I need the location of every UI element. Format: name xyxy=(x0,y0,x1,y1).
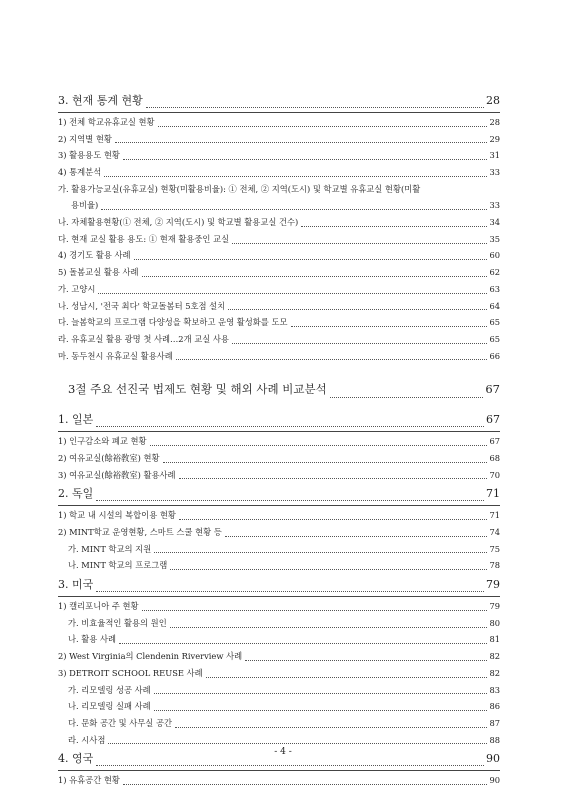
toc-page: 31 xyxy=(489,150,500,161)
toc-entry[interactable] xyxy=(58,298,500,315)
dot-leader xyxy=(179,477,488,479)
toc-page: 28 xyxy=(489,116,500,127)
toc-entry[interactable] xyxy=(58,281,500,298)
toc-entry[interactable] xyxy=(58,231,500,248)
toc-page: 35 xyxy=(489,233,500,244)
toc-title: 나. 리모델링 실패 사례 xyxy=(68,701,151,712)
dot-leader xyxy=(146,106,484,108)
toc-entry[interactable] xyxy=(58,524,500,541)
toc-page: 65 xyxy=(489,333,500,344)
dot-leader xyxy=(150,444,488,446)
dot-leader xyxy=(108,742,487,744)
toc-page: 87 xyxy=(489,717,500,728)
dot-leader xyxy=(96,590,484,592)
dot-leader xyxy=(142,275,488,277)
toc-entry[interactable] xyxy=(58,197,500,214)
dot-leader xyxy=(228,308,487,310)
dot-leader xyxy=(301,225,487,227)
toc-entry[interactable] xyxy=(58,682,500,699)
toc-title: 가. 리모델링 성공 사례 xyxy=(68,684,151,695)
toc-page: 86 xyxy=(489,701,500,712)
toc-title: 나. MINT 학교의 프로그램 xyxy=(68,560,168,571)
dot-leader xyxy=(154,709,488,711)
dot-leader xyxy=(96,764,484,766)
toc-entry-text[interactable]: 가. 활용가능교실(유휴교실) 현황(미활용비율): ① 전체, ② 지역(도시) 및 학교별 유휴교실 현황(미활 xyxy=(58,183,421,194)
toc-entry[interactable] xyxy=(58,248,500,265)
toc-entry[interactable] xyxy=(58,331,500,348)
dot-leader xyxy=(104,175,487,177)
toc-page: 29 xyxy=(489,133,500,144)
toc-page: 67 xyxy=(485,382,500,397)
toc-page: 71 xyxy=(489,510,500,521)
dot-leader xyxy=(154,692,488,694)
toc-title: 1) 유휴공간 현황 xyxy=(58,775,120,786)
toc-title: 3) 활용용도 현황 xyxy=(58,150,120,161)
toc-page: 82 xyxy=(489,667,500,678)
toc-title: 다. 늘봄학교의 프로그램 다양성을 확보하고 운영 활성화를 도모 xyxy=(58,317,288,328)
toc-entry[interactable] xyxy=(58,450,500,467)
toc-title: 1) 캘리포니아 주 현황 xyxy=(58,601,139,612)
toc-title: 1. 일본 xyxy=(58,413,94,427)
dot-leader xyxy=(232,342,488,344)
toc-entry[interactable] xyxy=(58,615,500,632)
dot-leader xyxy=(176,358,488,360)
dot-leader xyxy=(101,208,487,210)
toc-page: 90 xyxy=(489,775,500,786)
toc-entry[interactable] xyxy=(58,214,500,231)
toc-title: 3. 현재 통계 현황 xyxy=(58,94,143,107)
toc-entry[interactable] xyxy=(58,698,500,715)
toc-page: 65 xyxy=(489,317,500,328)
toc-page: 82 xyxy=(489,651,500,662)
dot-leader xyxy=(232,242,487,244)
toc-page: 33 xyxy=(489,167,500,178)
toc-page: 79 xyxy=(489,601,500,612)
toc-page: 71 xyxy=(486,487,500,501)
toc-entry[interactable] xyxy=(58,164,500,181)
toc-title: 가. 고양시 xyxy=(58,283,96,294)
dot-leader xyxy=(134,258,488,260)
toc-page: 74 xyxy=(489,527,500,538)
toc-title: 가. 비효율적인 활용의 원인 xyxy=(68,617,167,628)
toc-title: 3) 여유교실(餘裕敎室) 활용사례 xyxy=(58,469,176,480)
toc-entry[interactable] xyxy=(58,665,500,682)
toc-page: 28 xyxy=(486,94,500,107)
toc-title: 2) MINT학교 운영현황, 스마트 스쿨 현황 등 xyxy=(58,527,222,538)
toc-title: 3) DETROIT SCHOOL REUSE 사례 xyxy=(58,667,203,678)
toc-page: 34 xyxy=(489,217,500,228)
dot-leader xyxy=(154,551,487,553)
toc-entry[interactable] xyxy=(58,131,500,148)
toc-title: 2) 여유교실(餘裕敎室) 현황 xyxy=(58,452,160,463)
toc-section-heading[interactable] xyxy=(58,483,500,505)
toc-title: 5) 돌봄교실 활용 사례 xyxy=(58,267,139,278)
toc-entry[interactable] xyxy=(58,541,500,558)
dot-leader xyxy=(123,783,488,785)
toc-page: 67 xyxy=(486,413,500,427)
toc-title: 나. 활용 사례 xyxy=(68,634,116,645)
dot-leader xyxy=(291,325,488,327)
dot-leader xyxy=(119,642,487,644)
dot-leader xyxy=(96,425,484,427)
toc-entry[interactable] xyxy=(58,314,500,331)
toc-title: 3절 주요 선진국 법제도 현황 및 해외 사례 비교분석 xyxy=(68,382,327,397)
dot-leader xyxy=(98,292,487,294)
toc-page: 78 xyxy=(489,560,500,571)
toc-entry[interactable] xyxy=(58,598,500,615)
dot-leader xyxy=(179,518,488,520)
toc-section-heading[interactable] xyxy=(58,574,500,596)
toc-entry[interactable] xyxy=(58,557,500,574)
toc-page: 68 xyxy=(489,452,500,463)
toc-title: 가. MINT 학교의 지원 xyxy=(68,543,152,554)
dot-leader xyxy=(96,499,484,501)
toc-page: 75 xyxy=(489,543,500,554)
toc-page: 80 xyxy=(489,617,500,628)
page-number: - 4 - xyxy=(274,747,292,757)
toc-title: 4) 통계분석 xyxy=(58,167,102,178)
toc-chapter-heading[interactable] xyxy=(58,374,500,402)
toc-entry[interactable] xyxy=(58,264,500,281)
dot-leader xyxy=(142,609,488,611)
toc-title: 2) West Virginia의 Clendenin Riverview 사례 xyxy=(58,651,243,662)
toc-entry[interactable] xyxy=(58,348,500,365)
toc-title: 1) 전체 학교유휴교실 현황 xyxy=(58,116,155,127)
toc-page: 63 xyxy=(489,283,500,294)
toc-title: 4. 영국 xyxy=(58,752,94,766)
table-of-contents xyxy=(58,90,500,789)
dot-leader xyxy=(170,568,487,570)
dot-leader xyxy=(158,125,488,127)
toc-title: 2. 독일 xyxy=(58,487,94,501)
toc-entry[interactable] xyxy=(58,648,500,665)
dot-leader xyxy=(123,158,488,160)
toc-title: 라. 시사점 xyxy=(68,734,106,745)
toc-page: 88 xyxy=(489,734,500,745)
dot-leader xyxy=(206,676,488,678)
toc-entry[interactable] xyxy=(58,147,500,164)
toc-title: 1) 인구감소와 폐교 현황 xyxy=(58,436,147,447)
toc-title: 4) 경기도 활용 사례 xyxy=(58,250,131,261)
toc-page: 62 xyxy=(489,267,500,278)
dot-leader xyxy=(170,626,488,628)
toc-page: 33 xyxy=(489,200,500,211)
toc-entry[interactable] xyxy=(58,467,500,484)
toc-title: 용비율) xyxy=(71,200,99,211)
toc-title: 나. 자체활용현황(① 전체, ② 지역(도시) 및 학교별 활용교실 건수) xyxy=(58,217,299,228)
toc-page: 60 xyxy=(489,250,500,261)
toc-title: 라. 유휴교실 활용 광명 첫 사례…2개 교실 사용 xyxy=(58,333,229,344)
dot-leader xyxy=(163,461,488,463)
toc-title: 2) 지역별 현황 xyxy=(58,133,112,144)
toc-section-heading[interactable] xyxy=(58,409,500,431)
toc-title: 다. 현재 교실 활용 용도: ① 현재 활용중인 교실 xyxy=(58,233,230,244)
toc-section-heading[interactable] xyxy=(58,90,500,112)
dot-leader xyxy=(245,659,487,661)
toc-entry[interactable] xyxy=(58,507,500,524)
toc-title: 다. 문화 공간 및 사무실 공간 xyxy=(68,717,172,728)
toc-title: 3. 미국 xyxy=(58,578,94,592)
toc-page: 64 xyxy=(489,300,500,311)
toc-entry[interactable] xyxy=(58,732,500,749)
toc-entry[interactable] xyxy=(58,772,500,789)
toc-page: 90 xyxy=(486,752,500,766)
toc-entry[interactable] xyxy=(58,433,500,450)
dot-leader xyxy=(115,141,488,143)
toc-page: 79 xyxy=(486,578,500,592)
toc-entry[interactable] xyxy=(58,114,500,131)
toc-page: 67 xyxy=(489,436,500,447)
toc-title: 마. 동두천시 유휴교실 활용사례 xyxy=(58,350,173,361)
toc-entry[interactable] xyxy=(58,715,500,732)
dot-leader xyxy=(175,726,487,728)
dot-leader xyxy=(330,396,484,398)
toc-page: 81 xyxy=(489,634,500,645)
toc-page: 66 xyxy=(489,350,500,361)
dot-leader xyxy=(225,535,488,537)
toc-title: 1) 학교 내 시설의 복합이용 현황 xyxy=(58,510,176,521)
toc-page: 83 xyxy=(489,684,500,695)
toc-title: 나. 성남시, '전국 최다' 학교돌봄터 5호점 설치 xyxy=(58,300,226,311)
toc-entry[interactable] xyxy=(58,632,500,649)
toc-page: 70 xyxy=(489,469,500,480)
